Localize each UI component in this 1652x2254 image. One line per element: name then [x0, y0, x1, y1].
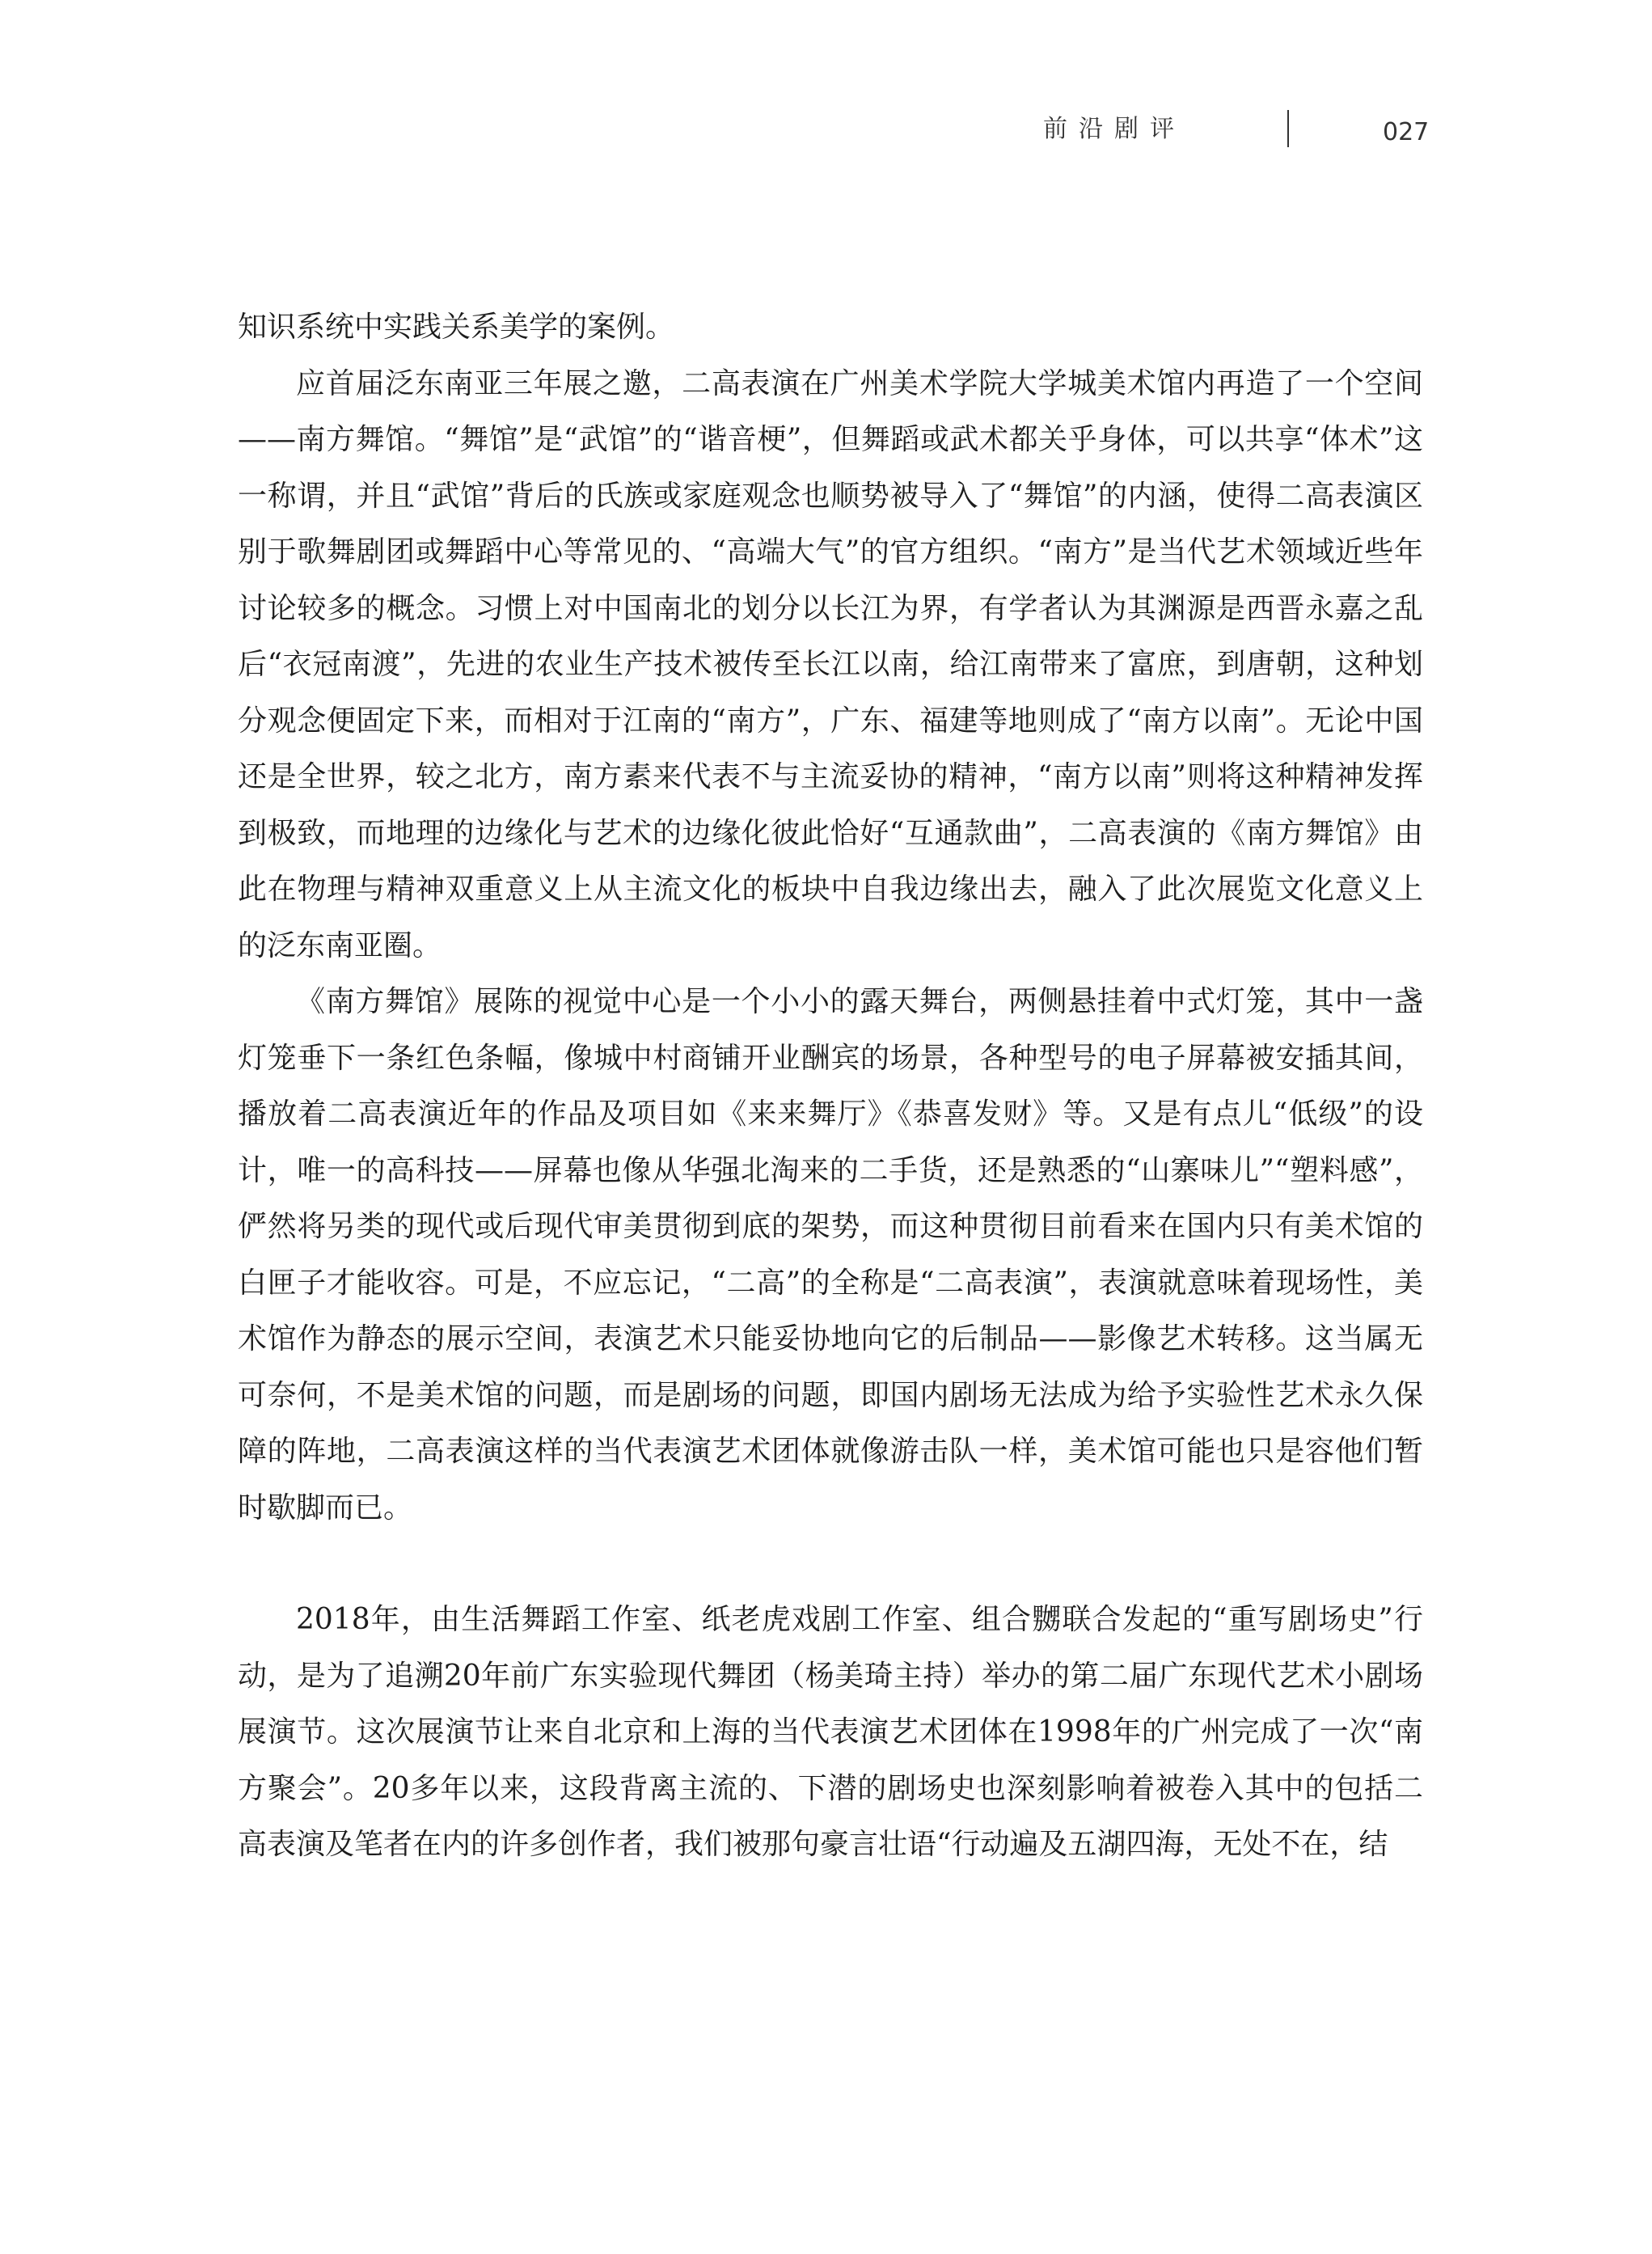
paragraph-3: 《南方舞馆》展陈的视觉中心是一个小小的露天舞台，两侧悬挂着中式灯笼，其中一盏灯笼垂下一条红色条幅，像城中村商铺开业酬宾的场景，各种型号的电子屏幕被安插其间，播放着二高表演近年的作品及项目如《来来舞厅》《恭喜发财》等。又是有点儿“低级”的设计，唯一的高科技——屏幕也像从华强北淘来的二手货，还是熟悉的“山寨味儿”“塑料感”，俨然将另类的现代或后现代审美贯彻到底的架势，而这种贯彻目前看来在国内只有美术馆的白匣子才能收容。可是，不应忘记，“二高”的全称是“二高表演”，表演就意味着现场性，美术馆作为静态的展示空间，表演艺术只能妥协地向它的后制品——影像艺术转移。这当属无可奈何，不是美术馆的问题，而是剧场的问题，即国内剧场无法成为给予实验性艺术永久保障的阵地，二高表演这样的当代表演艺术团体就像游击队一样，美术馆可能也只是容他们暂时歇脚而已。	[238, 985, 1423, 1525]
paragraph-2: 应首届泛东南亚三年展之邀，二高表演在广州美术学院大学城美术馆内再造了一个空间——南方舞馆。“舞馆”是“武馆”的“谐音梗”，但舞蹈或武术都关乎身体，可以共享“体术”这一称谓，并且“武馆”背后的氏族或家庭观念也顺势被导入了“舞馆”的内涵，使得二高表演区别于歌舞剧团或舞蹈中心等常见的、“高端大气”的官方组织。“南方”是当代艺术领域近些年讨论较多的概念。习惯上对中国南北的划分以长江为界，有学者认为其渊源是西晋永嘉之乱后“衣冠南渡”，先进的农业生产技术被传至长江以南，给江南带来了富庶，到唐朝，这种划分观念便固定下来，而相对于江南的“南方”，广东、福建等地则成了“南方以南”。无论中国还是全世界，较之北方，南方素来代表不与主流妥协的精神，“南方以南”则将这种精神发挥到极致，而地理的边缘化与艺术的边缘化彼此恰好“互通款曲”，二高表演的《南方舞馆》由此在物理与精神双重意义上从主流文化的板块中自我边缘出去，融入了此次展览文化意义上的泛东南亚圈。	[238, 366, 1423, 962]
running-head	[0, 113, 1652, 162]
body-text	[238, 299, 1423, 1873]
paragraph-4: 2018年，由生活舞蹈工作室、纸老虎戏剧工作室、组合嬲联合发起的“重写剧场史”行动，是为了追溯20年前广东实验现代舞团（杨美琦主持）举办的第二届广东现代艺术小剧场展演节。这次展演节让来自北京和上海的当代表演艺术团体在1998年的广州完成了一次“南方聚会”。20多年以来，这段背离主流的、下潜的剧场史也深刻影响着被卷入其中的包括二高表演及笔者在内的许多创作者，我们被那句豪言壮语“行动遍及五湖四海，无处不在，结	[238, 1603, 1423, 1861]
section-break	[238, 1536, 1423, 1592]
section-title: 前沿剧评	[1043, 115, 1185, 143]
page-number: 027	[1383, 118, 1430, 146]
header-divider	[1287, 110, 1289, 147]
paragraph-1: 知识系统中实践关系美学的案例。	[238, 311, 675, 344]
